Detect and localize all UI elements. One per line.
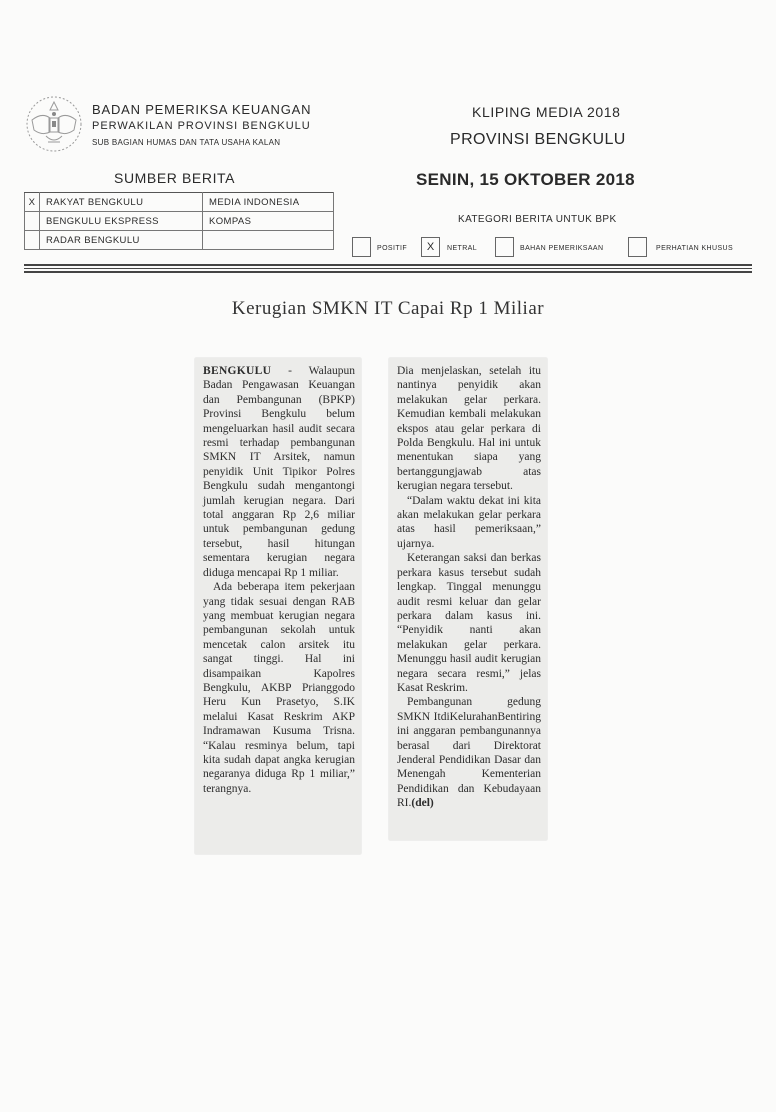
org-branch: PERWAKILAN PROVINSI BENGKULU (92, 120, 311, 132)
category-checkbox-bahan-pemeriksaan[interactable] (495, 237, 514, 257)
article-paragraph: BENGKULU - Walaupun Badan Pengawasan Keuangan dan Pembangunan (BPKP) Provinsi Bengkulu belum mengeluarkan hasil audit secara resmi terhadap pembangunan SMKN IT Arsitek, namun penyidik Unit Tipikor Polres Bengkulu sudah mengantongi jumlah kerugian negara. Dari total anggaran Rp 2,6 miliar untuk pembangunan gedung tersebut, hasil hitungan sementara kerugian negara diduga mencapai Rp 1 miliar. (203, 365, 355, 579)
article-paragraph: Dia menjelaskan, setelah itu nantinya penyidik akan melakukan gelar perkara. Kemudian kembali melakukan ekspos atau gelar perkara di Polda Bengkulu. Hal ini untuk menentukan siapa yang bertanggungjawab atas kerugian negara tersebut. (397, 365, 541, 493)
source-name (203, 231, 334, 250)
article-paragraph: Ada beberapa item pekerjaan yang tidak sesuai dengan RAB yang membuat kerugian negara pembangunan sekolah untuk mencetak calon arsitek itu sangat tinggi. Hal ini disampaikan Kapolres Bengkulu, AKBP Prianggodo Heru Kun Prasetyo, S.IK melalui Kasat Reskrim AKP Indramawan Kusuma Trisna. “Kalau resminya belum, tapi kita sudah dapat angka kerugian negaranya diduga Rp 1 miliar,” terangnya. (203, 581, 355, 795)
article-dateline: BENGKULU (203, 365, 272, 377)
divider (24, 268, 752, 269)
source-name: RADAR BENGKULU (40, 231, 203, 250)
article-column-1 (195, 358, 361, 854)
province-title: PROVINSI BENGKULU (450, 131, 626, 148)
divider (24, 264, 752, 266)
source-row (25, 231, 334, 250)
article-paragraph: “Dalam waktu dekat ini kita akan melakukan gelar perkara atas hasil pemeriksaan,” ujarnya. (397, 494, 541, 550)
source-row (25, 212, 334, 231)
kategori-title: KATEGORI BERITA UNTUK BPK (458, 214, 617, 225)
source-check (25, 231, 40, 250)
source-table (24, 192, 334, 250)
article-paragraph: Pembangunan gedung SMKN ItdiKelurahanBentiring ini anggaran pembangunannya berasal dari Direktorat Jenderal Pendidikan Dasar dan Menengah Kementerian Pendidikan dan Kebudayaan RI.(del) (397, 696, 541, 810)
category-checkbox-netral[interactable]: X (421, 237, 440, 257)
category-label: NETRAL (447, 245, 478, 252)
category-checkbox-positif[interactable] (352, 237, 371, 257)
source-check: X (25, 193, 40, 212)
source-name: RAKYAT BENGKULU (40, 193, 203, 212)
divider (24, 271, 752, 273)
category-checkbox-perhatian-khusus[interactable] (628, 237, 647, 257)
kliping-title: KLIPING MEDIA 2018 (472, 104, 621, 120)
source-name: BENGKULU EKSPRESS (40, 212, 203, 231)
source-name: MEDIA INDONESIA (203, 193, 334, 212)
org-name: BADAN PEMERIKSA KEUANGAN (92, 102, 312, 117)
article-paragraph: Keterangan saksi dan berkas perkara kasus tersebut sudah lengkap. Tinggal menunggu audit resmi keluar dan gelar perkara dalam kasus ini. “Penyidik nanti akan melakukan gelar perkara. Menunggu hasil audit kerugian negara secara resmi,” jelas Kasat Reskrim. (397, 552, 541, 694)
source-row (25, 193, 334, 212)
date-label: SENIN, 15 OKTOBER 2018 (416, 170, 635, 189)
org-division: SUB BAGIAN HUMAS DAN TATA USAHA KALAN (92, 138, 281, 147)
source-check (25, 212, 40, 231)
source-name: KOMPAS (203, 212, 334, 231)
article-headline: Kerugian SMKN IT Capai Rp 1 Miliar (231, 298, 545, 319)
sumber-berita-title: SUMBER BERITA (114, 170, 236, 186)
author-signoff: (del) (411, 797, 434, 810)
garuda-emblem-icon (24, 92, 84, 156)
article-column-2 (389, 358, 547, 840)
category-label: POSITIF (377, 245, 408, 252)
category-label: PERHATIAN KHUSUS (656, 245, 734, 252)
category-label: BAHAN PEMERIKSAAN (520, 245, 604, 252)
